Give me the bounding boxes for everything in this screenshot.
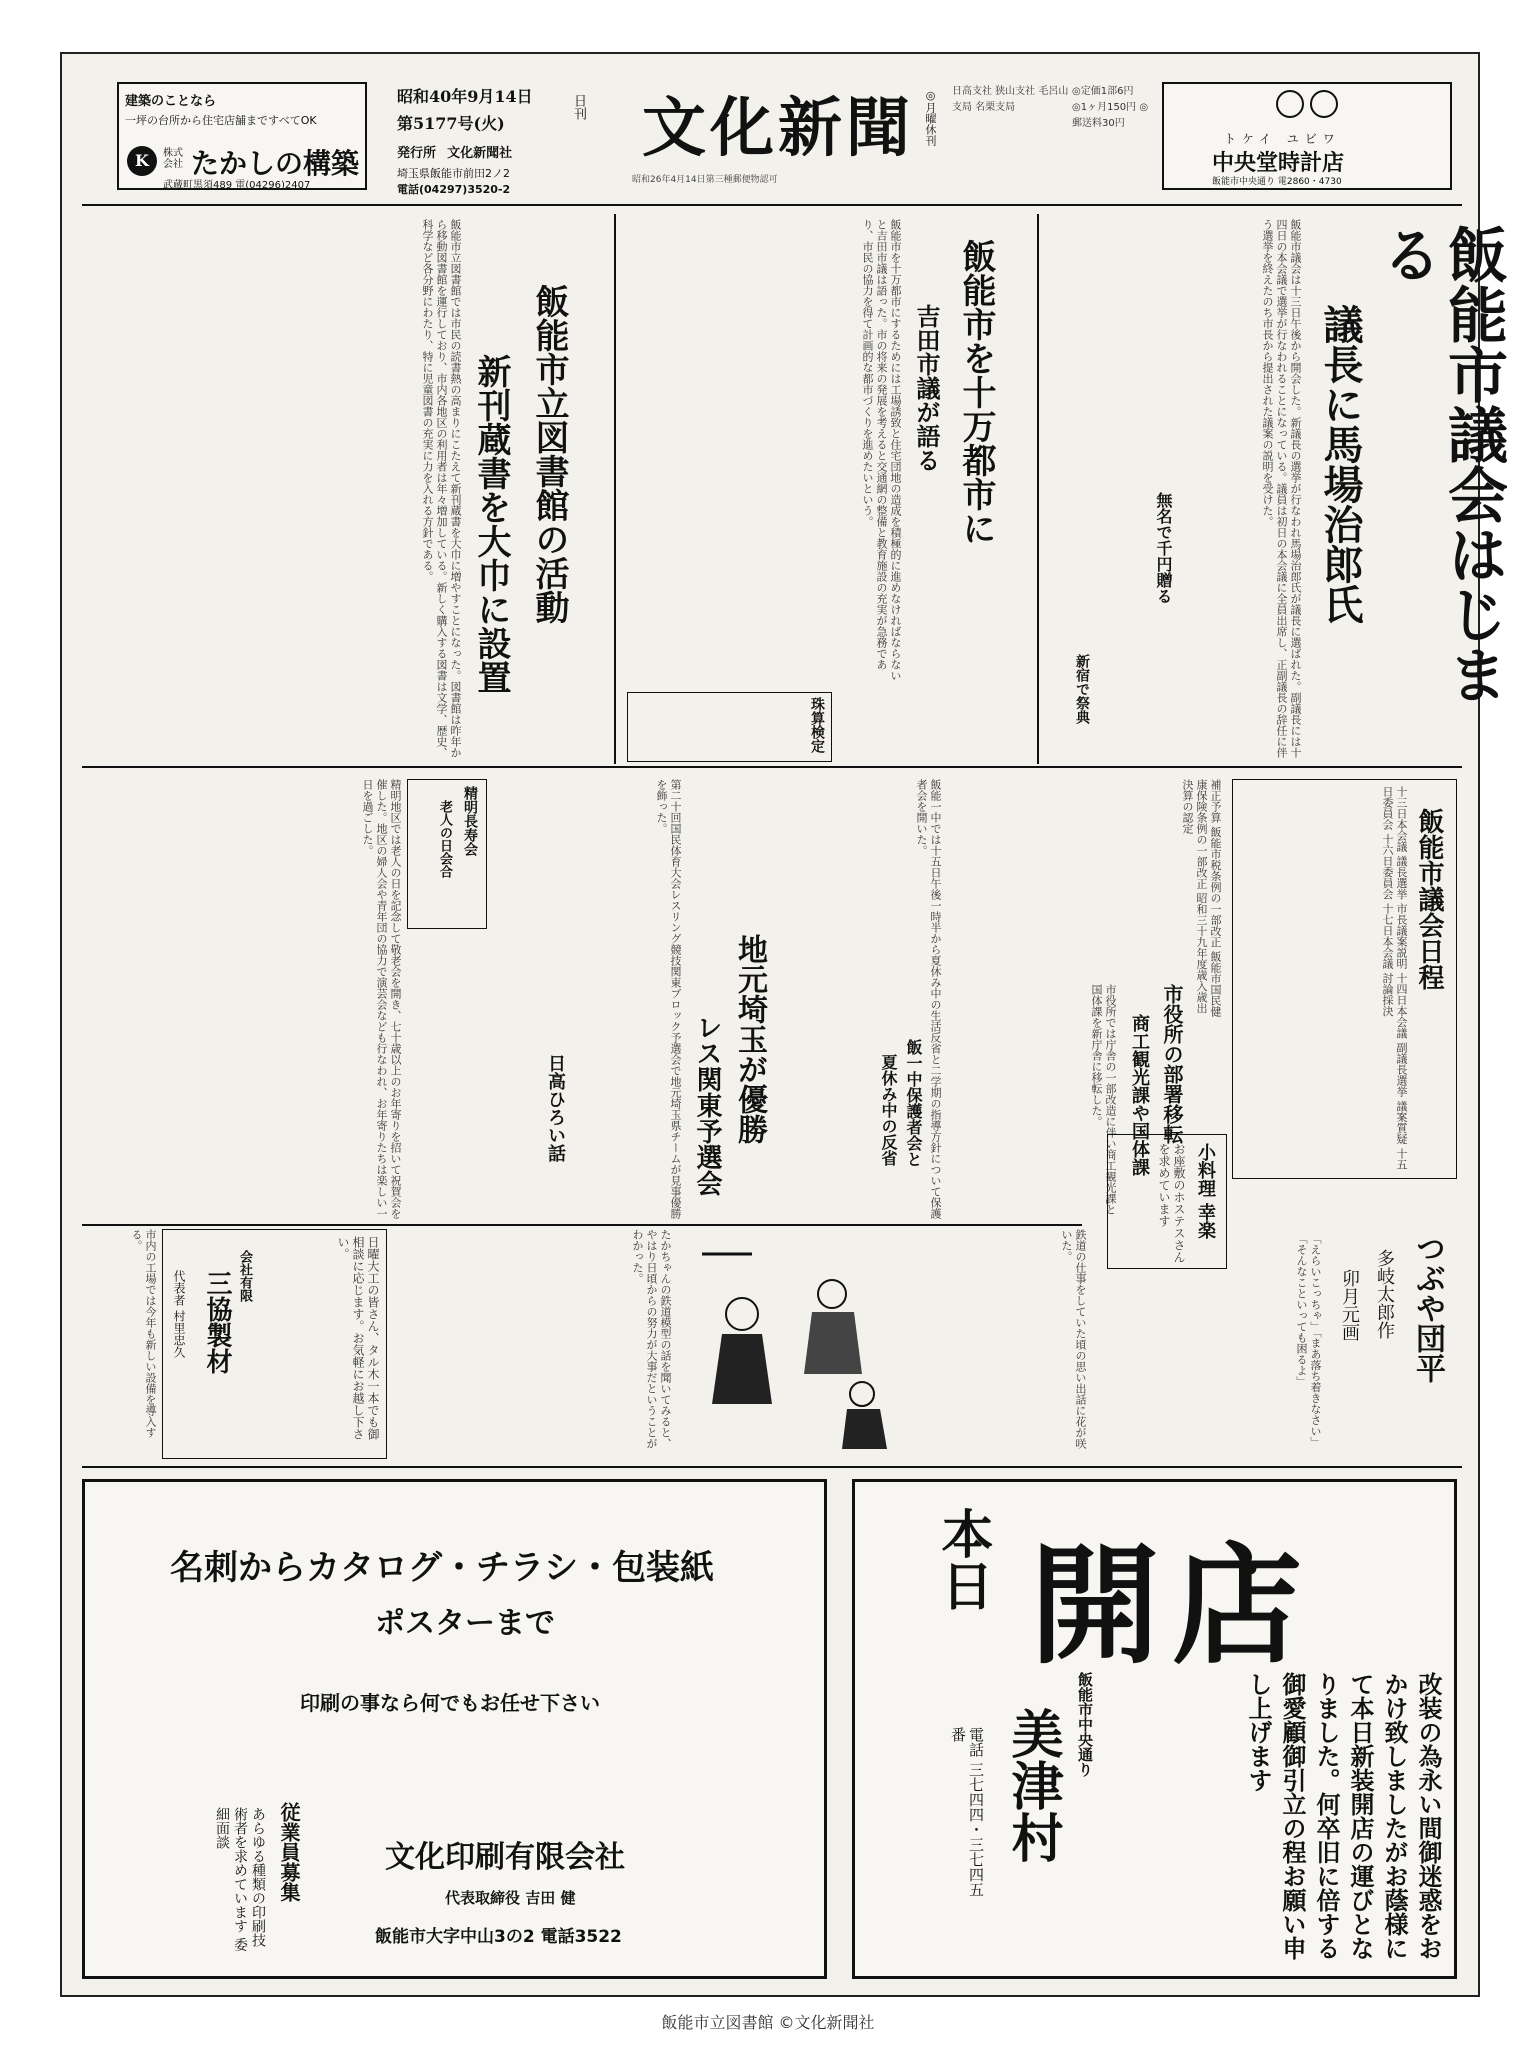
- city-subhead: 吉田市議が語る: [912, 304, 941, 472]
- printing-address: 飯能市大字中山3の2 電話3522: [375, 1927, 622, 1947]
- abacus-box: [627, 692, 832, 762]
- opening-location: 飯能市中央通り: [1076, 1672, 1094, 1777]
- saitama-subhead: レス関東予選会: [692, 1014, 722, 1196]
- page-footer: 飯能市立図書館 ©文化新聞社: [661, 2013, 875, 2032]
- offices-subhead: 商工観光課や国体課: [1129, 1014, 1150, 1176]
- saitama-headline: 地元埼玉が優勝: [732, 934, 767, 1144]
- lower-center-body: たかちゃんの鉄道模型の話を聞いてみると、やはり日頃からの努力が大事だということがわかった。: [631, 1229, 672, 1449]
- restaurant-note: お座敷のホステスさんを求めています: [1157, 1143, 1186, 1263]
- watch-shop-kana: トケイ ユビワ: [1224, 132, 1341, 146]
- watch-icon: [1276, 90, 1304, 118]
- city-headline: 飯能市を十万都市に: [956, 239, 996, 545]
- masthead-rule: [82, 204, 1462, 206]
- comic-title: つぶや団平: [1410, 1233, 1445, 1383]
- middle-band-rule: [82, 1224, 1082, 1226]
- ad-opening: [852, 1479, 1457, 1979]
- saitama-body: 第二十回国民体育大会レスリング競技関東ブロック予選会で地元埼玉県チームが見事優勝を飾った。: [655, 779, 682, 1219]
- sawmill-type: 会社有限: [237, 1250, 252, 1302]
- sawmill-company: 三協製材: [202, 1270, 232, 1374]
- printing-rep: 代表取締役 吉田 健: [445, 1889, 576, 1907]
- lower-left-body: 市内の工場では今年も新しい設備を導入する。: [130, 1229, 157, 1438]
- schedule-box: [1232, 779, 1457, 1179]
- council-headline: 飯能市議会はじまる: [1372, 224, 1508, 704]
- comic-artist: 卯月元画: [1339, 1269, 1360, 1341]
- recruit-body: あらゆる種類の印刷技術者を求めています 委細面談: [214, 1807, 266, 1952]
- comic-dialogue: 「えらいこっちゃ」「まあ落ち着きなさい」「そんなこといっても困るよ」: [1295, 1233, 1322, 1448]
- publisher-name: 文化新聞社: [447, 146, 513, 161]
- publisher-address: 埼玉県飯能市前田2ノ2: [397, 167, 510, 180]
- school-body: 飯能一中では十五日午後一時半から夏休み中の生活反省と二学期の指導方針について保護者会を開いた。: [915, 779, 942, 1219]
- ad-construction-company-type: 株式会社: [163, 148, 183, 170]
- offices-headline: 市役所の部署移転: [1160, 984, 1184, 1144]
- council-subhead: 議長に馬場治郎氏: [1317, 304, 1364, 624]
- ad-sawmill: [162, 1229, 387, 1459]
- watch-shop-name: 中央堂時計店: [1212, 150, 1345, 176]
- newspaper-page: [60, 52, 1508, 1997]
- lower-band-rule: [82, 1466, 1462, 1468]
- rule-city: [614, 214, 616, 764]
- ad-printing: [82, 1479, 827, 1979]
- publisher-phone: 電話(04297)3520-2: [397, 183, 511, 196]
- schedule-headline: 飯能市議会日程: [1414, 808, 1444, 990]
- upper-band-rule: [82, 766, 1462, 768]
- branch-names: 日高支社 狭山支社 毛呂山支局 名栗支局: [952, 86, 1069, 113]
- sawmill-body: 日曜大工の皆さん、タル木一本でも御相談に応じます。お気軽にお越し下さい。: [336, 1236, 380, 1440]
- ad-construction-company: たかしの構築: [191, 147, 360, 180]
- date-line: 昭和40年9月14日: [397, 87, 533, 106]
- watch-shop-address: 飯能市中央通り 電2860・4730: [1212, 177, 1342, 187]
- opening-shop: 美津村: [1002, 1707, 1063, 1863]
- elders-headline: 精明長寿会: [462, 786, 478, 856]
- elders-subhead: 老人の日会合: [437, 800, 452, 878]
- ring-icon: [1310, 90, 1338, 118]
- school-subhead: 夏休み中の反省: [879, 1054, 898, 1166]
- library-body: 飯能市立図書館では市民の読書熱の高まりにこたえて新刊蔵書を大巾に増やすことになった。図書館は昨年から移動図書館を運行しており、市内各地区の利用者は年々増加している。新しく購入する図書は文学、歴史、科学など各分野にわたり、特に児童図書の充実に力を入れる方針である。: [421, 219, 462, 758]
- school-headline: 飯一中保護者会と: [904, 1039, 923, 1167]
- comic-figures-icon: [682, 1234, 912, 1454]
- library-subhead: 新刊蔵書を大巾に設置: [471, 354, 511, 694]
- ad-construction-line2: 一坪の台所から住宅店舗まですべてOK: [125, 114, 317, 127]
- printing-company: 文化印刷有限会社: [385, 1840, 625, 1875]
- lower-right-body: 鉄道の仕事をしていた頃の思い出話に花が咲いた。: [1060, 1229, 1087, 1449]
- opening-title: 開店: [1030, 1529, 1315, 1682]
- rule-council: [1037, 214, 1039, 764]
- ad-construction-address: 武蔵町黒須489 電(04296)2407: [163, 180, 311, 191]
- masthead-title: 文化新聞: [642, 91, 914, 166]
- subscription-info: ◎定価1部6円 ◎1ヶ月150円 ◎郵送料30円: [1072, 86, 1149, 129]
- city-body: 飯能市を十万都市にするためには工場誘致と住宅団地の造成を積極的に進めなければならないと吉田市議は語った。市の将来の発展を考えると交通網の整備と教育施設の充実が急務であり、市民の協力を得て計画的な都市づくりを進めたいという。: [861, 219, 902, 681]
- restaurant-name: 小料理 幸楽: [1195, 1143, 1216, 1240]
- schedule-body: 十三日本会議 議長選挙 市長議案説明 十四日本会議 副議長選挙 議案質疑 十五日委員会 十六日委員会 十七日本会議 討論採決: [1381, 786, 1408, 1170]
- recruit-title: 従業員募集: [277, 1802, 301, 1902]
- printing-line3: 印刷の事なら何でもお任せ下さい: [300, 1691, 600, 1715]
- elders-box: [407, 779, 487, 929]
- ad-construction-line1: 建築のことなら: [125, 94, 217, 109]
- ad-construction: [117, 82, 367, 190]
- sawmill-rep: 代表者 村里忠久: [172, 1270, 186, 1358]
- library-headline: 飯能市立図書館の活動: [529, 284, 569, 624]
- issue-line: 第5177号(火): [397, 114, 505, 133]
- publisher-label: 発行所: [397, 146, 437, 161]
- branch-list: [952, 84, 1072, 194]
- printing-line2: ポスターまで: [375, 1606, 555, 1641]
- edition-label: 日刊: [571, 94, 586, 120]
- opening-body: 改装の為永い間御迷惑をおかけ致しましたがお蔭様にて本日新装開店の運びとなりました。何卒旧に倍する御愛顧御引立の程お願い申し上げます: [1244, 1672, 1443, 1960]
- holiday-note: ◎月曜休刊: [924, 89, 937, 146]
- schedule-list: 補正予算 飯能市税条例の一部改正 飯能市国民健康保険条例の一部改正 昭和三十九年度歳入歳出決算の認定: [1181, 779, 1222, 1017]
- offices-body: 市役所では庁舎の一部改造に伴い商工観光課と国体課を新庁舎に移転した。: [1090, 984, 1117, 1215]
- council-side-heading2: 新宿で祭典: [1074, 654, 1090, 724]
- comic-author: 多岐太郎作: [1374, 1249, 1395, 1339]
- opening-prefix: 本日: [932, 1507, 993, 1611]
- council-body: 飯能市議会は十三日午後から開会した。新議長の選挙が行なわれ馬場治郎氏が議長に選ばれた。副議長には十四日の本会議で選挙が行なわれることになっている。議員は初日の本会議に全員出席し、正副議長の辞任に伴う選挙を終えたのち市長から提出された議案の説明を受けた。: [1261, 219, 1302, 758]
- date-block: [397, 84, 557, 134]
- ad-construction-logo-icon: K: [127, 146, 157, 176]
- comic-strip: [1092, 1229, 1457, 1459]
- abacus-headline: 珠算検定: [809, 697, 825, 753]
- registration-line: 昭和26年4月14日第三種郵便物認可: [632, 175, 778, 185]
- publisher-block: [397, 142, 637, 198]
- printing-line1: 名刺からカタログ・チラシ・包装紙: [170, 1548, 714, 1588]
- council-side-heading: 無名で千円贈る: [1154, 492, 1173, 604]
- comic-illustration: [682, 1234, 912, 1454]
- middle-left-body: 精明地区では老人の日を記念して敬老会を開き、七十歳以上のお年寄りを招いて祝賀会を催した。地区の婦人会や青年団の協力で演芸会なども行なわれ、お年寄りたちは楽しい一日を過ごした。: [361, 779, 402, 1219]
- ad-watch-shop: [1162, 82, 1452, 190]
- talk-headline: 日高ひろい話: [545, 1054, 566, 1162]
- opening-phone: 電話 三七四四・三七四五番: [949, 1727, 985, 1897]
